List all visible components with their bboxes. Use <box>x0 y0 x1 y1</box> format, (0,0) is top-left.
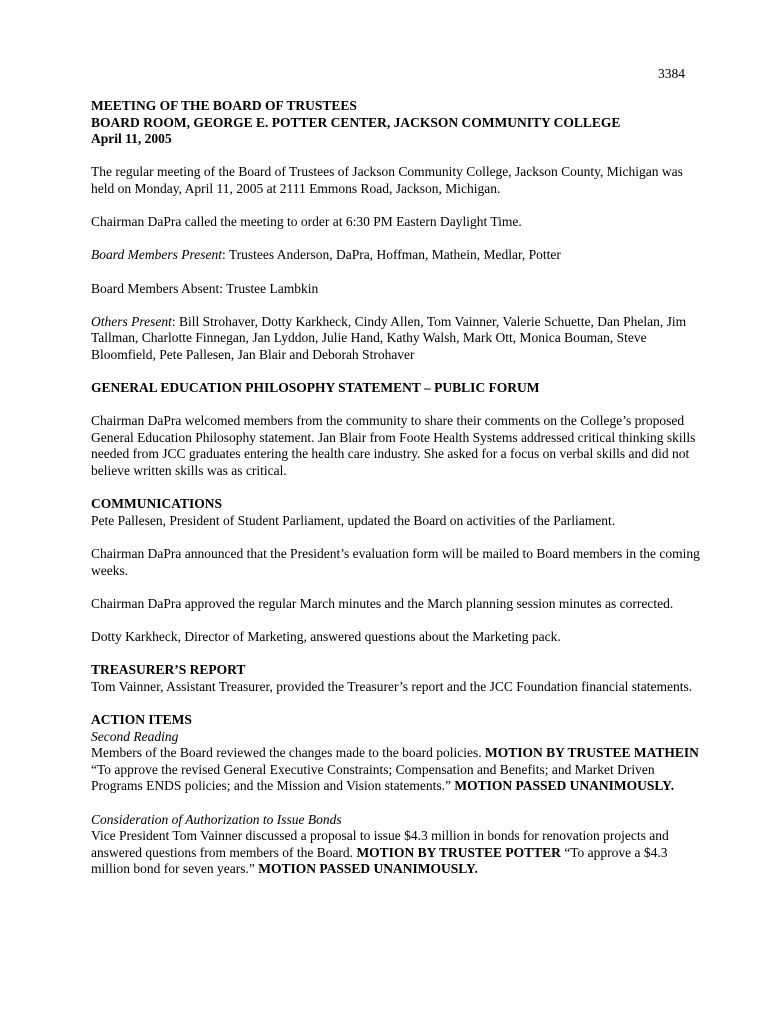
communications-item-2: Chairman DaPra announced that the President’s evaluation form will be mailed to Board members in the coming weeks. <box>91 546 700 578</box>
others-present-text: : Bill Strohaver, Dotty Karkheck, Cindy Allen, Tom Vainner, Valerie Schuette, Dan Phelan, Jim Tallman, Charlotte Finnegan, Jan Lyddon, Julie Hand, Kathy Walsh, Mark Ott, Monica Bouman, Steve Bloomfield, Pete Pallesen, Jan Blair and Deborah Strohaver <box>91 313 687 362</box>
second-reading-text-1: Members of the Board reviewed the changes made to the board policies. <box>91 745 485 761</box>
members-absent: Board Members Absent: Trustee Lambkin <box>91 280 319 296</box>
communications-item-3: Chairman DaPra approved the regular March minutes and the March planning session minutes as corrected. <box>91 595 674 611</box>
communications-section <box>91 496 701 529</box>
treasurer-section <box>91 662 701 695</box>
document-header <box>91 98 701 148</box>
treasurer-heading: TREASURER’S REPORT <box>91 662 246 678</box>
header-date: April 11, 2005 <box>91 131 172 147</box>
gen-ed-heading: GENERAL EDUCATION PHILOSOPHY STATEMENT – PUBLIC FORUM <box>91 380 540 396</box>
bonds-motion: MOTION BY TRUSTEE POTTER <box>356 844 561 860</box>
call-to-order: Chairman DaPra called the meeting to order at 6:30 PM Eastern Daylight Time. <box>91 214 522 230</box>
second-reading-text-2: “To approve the revised General Executive Constraints; Compensation and Benefits; and Market Driven Programs ENDS policies; and the Mission and Vision statements.” <box>91 761 655 794</box>
second-reading-result: MOTION PASSED UNANIMOUSLY. <box>454 778 675 794</box>
members-present <box>91 247 701 264</box>
header-title: MEETING OF THE BOARD OF TRUSTEES <box>91 98 357 113</box>
second-reading-motion: MOTION BY TRUSTEE MATHEIN <box>485 745 699 761</box>
communications-heading: COMMUNICATIONS <box>91 496 222 512</box>
bonds-text-1: Vice President Tom Vainner discussed a proposal to issue $4.3 million in bonds for renovation projects and answered questions from members of the Board. <box>91 828 669 860</box>
bonds-result: MOTION PASSED UNANIMOUSLY. <box>258 861 478 877</box>
minutes-body <box>91 98 701 895</box>
bonds-text-2: “To approve a $4.3 million bond for seven years.” <box>91 844 668 877</box>
gen-ed-paragraph: Chairman DaPra welcomed members from the community to share their comments on the College’s proposed General Education Philosophy statement. Jan Blair from Foote Health Systems addressed critical thinking skills needed from JCC graduates entering the health care industry. She asked for a focus on verbal skills and did not believe written skills was as critical. <box>91 413 696 479</box>
second-reading-subheading: Second Reading <box>91 728 179 744</box>
others-present-label: Others Present <box>91 313 172 329</box>
bonds-subheading: Consideration of Authorization to Issue Bonds <box>91 811 342 827</box>
page-number: 3384 <box>658 66 685 81</box>
action-items-heading: ACTION ITEMS <box>91 711 192 727</box>
header-location: BOARD ROOM, GEORGE E. POTTER CENTER, JACKSON COMMUNITY COLLEGE <box>91 114 621 130</box>
bonds-section <box>91 812 701 878</box>
members-present-label: Board Members Present <box>91 247 222 263</box>
intro-paragraph: The regular meeting of the Board of Trustees of Jackson Community College, Jackson County, Michigan was held on Monday, April 11, 2005 at 2111 Emmons Road, Jackson, Michigan. <box>91 164 683 196</box>
communications-item-4: Dotty Karkheck, Director of Marketing, answered questions about the Marketing pack. <box>91 629 561 644</box>
communications-item-1: Pete Pallesen, President of Student Parliament, updated the Board on activities of the Parliament. <box>91 512 616 528</box>
members-present-text: : Trustees Anderson, DaPra, Hoffman, Mathein, Medlar, Potter <box>221 247 561 263</box>
action-items-section <box>91 712 701 795</box>
others-present <box>91 314 701 364</box>
treasurer-text: Tom Vainner, Assistant Treasurer, provided the Treasurer’s report and the JCC Foundation financial statements. <box>91 678 693 694</box>
